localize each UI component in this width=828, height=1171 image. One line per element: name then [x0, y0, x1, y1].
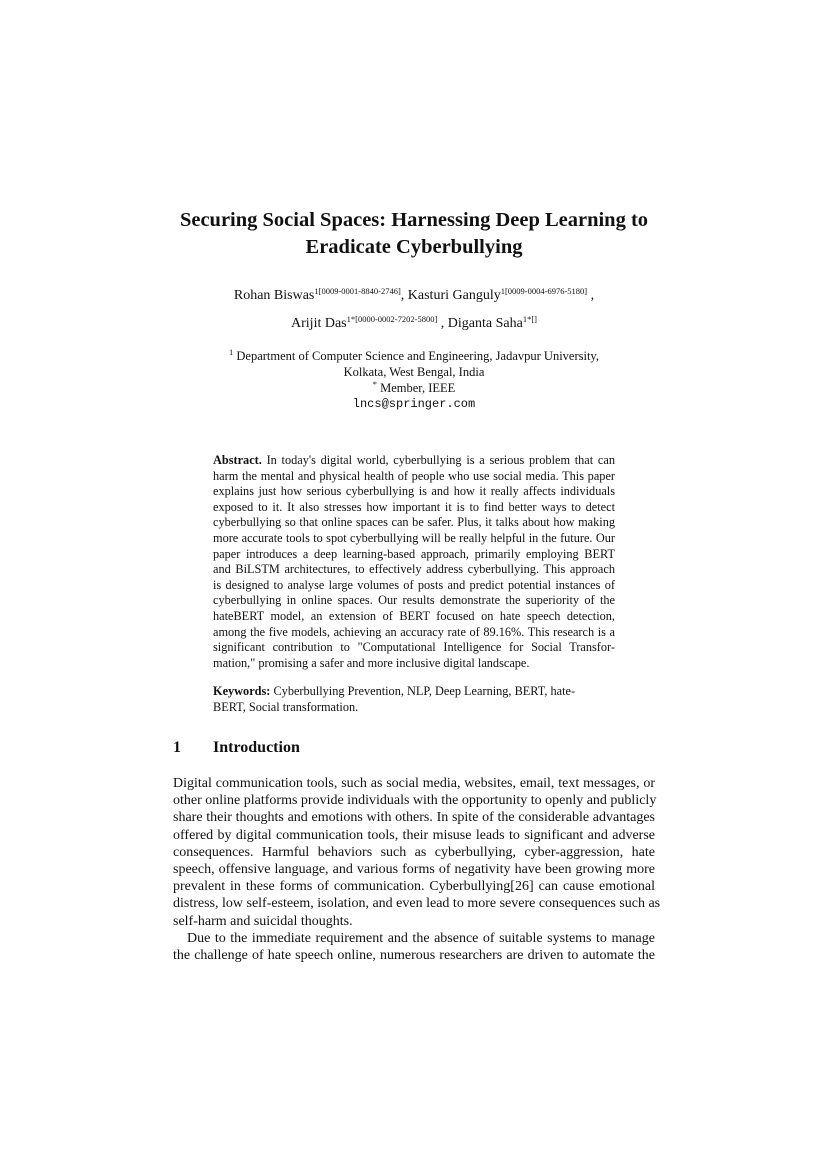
- affiliation-line: Kolkata, West Bengal, India: [343, 365, 485, 379]
- keywords: [213, 683, 615, 715]
- body-line: prevalent in these forms of communication. Cyberbullying[26] can cause emotional: [173, 879, 655, 895]
- abstract-line: paper introduces a deep learning-based approach, primarily employing BERT: [213, 546, 615, 561]
- member-text: Member, IEEE: [376, 381, 456, 395]
- abstract-line: and BiLSTM architectures, to effectively address cyberbullying. This approach: [213, 562, 615, 577]
- affiliation-text: Department of Computer Science and Engineering, Jadavpur University,: [233, 349, 599, 363]
- section-title: Introduction: [213, 739, 300, 756]
- body-line: Due to the immediate requirement and the absence of suitable systems to manage: [187, 930, 655, 946]
- keywords-label: Keywords:: [213, 684, 271, 698]
- abstract-line: is designed to analyse large volumes of posts and predict potential instances of: [213, 577, 615, 592]
- author-line: [150, 316, 678, 332]
- author-orcid: 1*[0000-0002-7202-5800]: [346, 314, 438, 324]
- body-line: self-harm and suicidal thoughts.: [173, 913, 353, 929]
- abstract-line: exposed to it. It also stresses how important it is to find better ways to detect: [213, 499, 615, 514]
- abstract-line: among the five models, achieving an accuracy rate of 89.16%. This research is a: [213, 624, 615, 639]
- abstract-text: In today's digital world, cyberbullying is a serious problem that can: [261, 453, 615, 467]
- keywords-text: Cyberbullying Prevention, NLP, Deep Learning, BERT, hate-: [270, 684, 576, 698]
- body-line: offered by digital communication tools, their misuse leads to significant and adverse: [173, 827, 655, 843]
- author-separator: ,: [437, 316, 448, 331]
- keywords-line: [213, 683, 615, 699]
- body-line: speech, offensive language, and various forms of negativity have been growing more: [173, 862, 655, 878]
- body-line: Digital communication tools, such as social media, websites, email, text messages, or: [173, 776, 655, 791]
- author-name: Diganta Saha: [447, 316, 523, 331]
- section-number: 1: [173, 739, 181, 756]
- author-separator: ,: [400, 288, 408, 303]
- body-line: the challenge of hate speech online, numerous researchers are driven to automate the: [173, 948, 655, 964]
- affiliation-line: [150, 348, 678, 364]
- abstract-line: cyberbullying so that online spaces can be safer. Plus, it talks about how making: [213, 515, 615, 530]
- body-line: consequences. Harmful behaviors such as cyberbullying, cyber-aggression, hate: [173, 844, 655, 860]
- section-heading: [173, 739, 300, 757]
- abstract-line: more accurate tools to spot cyberbullying will be really helpful in the future. Our: [213, 530, 615, 545]
- body-line: share their thoughts and emotions with others. In spite of the considerable advantages: [173, 810, 655, 826]
- title-line: Eradicate Cyberbullying: [305, 236, 523, 258]
- abstract-line: harm the mental and physical health of people who use social media. This paper: [213, 468, 615, 483]
- author-orcid: 1*[]: [522, 314, 537, 324]
- abstract-line: hateBERT model, an extension of BERT focused on hate speech detection,: [213, 608, 615, 623]
- abstract-line: cyberbullying in online spaces. Our results demonstrate the superiority of the: [213, 593, 615, 608]
- body-text: [173, 775, 661, 964]
- affiliation-marker: 1: [229, 347, 234, 357]
- author-line: [150, 288, 678, 304]
- author-separator: ,: [587, 288, 595, 303]
- contact-email: lncs@springer.com: [352, 397, 476, 411]
- abstract: [213, 453, 615, 671]
- author-orcid: 1[0009-0004-6976-5180]: [500, 286, 588, 296]
- keywords-line: BERT, Social transformation.: [213, 700, 359, 714]
- affiliation-line: [150, 380, 678, 396]
- author-name: Kasturi Ganguly: [407, 288, 501, 303]
- affiliation-block: [150, 348, 678, 412]
- author-name: Arijit Das: [291, 316, 347, 331]
- abstract-line: significant contribution to "Computational Intelligence for Social Transfor-: [213, 640, 615, 655]
- author-name: Rohan Biswas: [233, 288, 315, 303]
- abstract-line: explains just how serious cyberbullying is and how it really affects individuals: [213, 484, 615, 499]
- author-orcid: 1[0009-0001-8840-2746]: [314, 286, 401, 296]
- title-line: Securing Social Spaces: Harnessing Deep Learning to: [179, 209, 649, 231]
- abstract-line: [213, 453, 615, 469]
- member-marker: *: [372, 379, 377, 389]
- body-line: other online platforms provide individuals with the opportunity to openly and publicly: [173, 793, 657, 809]
- paper-title: [150, 207, 678, 261]
- abstract-label: Abstract.: [213, 453, 262, 467]
- abstract-line: mation," promising a safer and more inclusive digital landscape.: [213, 655, 530, 670]
- body-line: distress, low self-esteem, isolation, and even lead to more severe consequences such as: [173, 896, 661, 912]
